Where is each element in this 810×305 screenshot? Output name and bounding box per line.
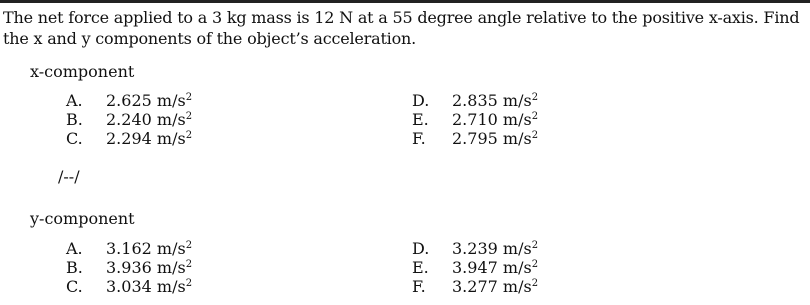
choice-value: 3.034	[106, 277, 152, 296]
choice-unit: $m/s^2$	[156, 110, 193, 129]
y-choice-b	[66, 258, 192, 277]
choice-letter: D.	[412, 239, 430, 258]
choice-unit: $m/s^2$	[502, 277, 539, 296]
y-component-label: y-component	[30, 209, 135, 228]
choice-unit: $m/s^2$	[502, 129, 539, 148]
choice-letter: B.	[66, 110, 83, 129]
choice-value: 2.710	[452, 110, 498, 129]
choice-value: 2.625	[106, 91, 152, 110]
x-choice-c	[66, 129, 192, 148]
choice-value: 3.277	[452, 277, 498, 296]
choice-unit: $m/s^2$	[156, 239, 193, 258]
y-choice-f	[412, 277, 538, 296]
choice-letter: F.	[412, 129, 426, 148]
x-choice-b	[66, 110, 192, 129]
x-choice-a	[66, 91, 192, 110]
y-choice-a	[66, 239, 192, 258]
choice-unit: $m/s^2$	[502, 110, 539, 129]
choice-value: 3.936	[106, 258, 152, 277]
choice-unit: $m/s^2$	[156, 91, 193, 110]
y-choice-d	[412, 239, 538, 258]
choice-value: 2.835	[452, 91, 498, 110]
x-component-label: x-component	[30, 62, 135, 81]
choice-unit: $m/s^2$	[156, 129, 193, 148]
choice-value: 2.294	[106, 129, 152, 148]
choice-value: 3.162	[106, 239, 152, 258]
choice-value: 2.795	[452, 129, 498, 148]
choice-letter: E.	[412, 110, 429, 129]
choice-letter: B.	[66, 258, 83, 277]
choice-unit: $m/s^2$	[156, 258, 193, 277]
y-choice-e	[412, 258, 538, 277]
x-choice-e	[412, 110, 538, 129]
separator-mark: /--/	[58, 167, 80, 186]
choice-letter: A.	[66, 91, 83, 110]
choice-letter: A.	[66, 239, 83, 258]
y-choice-c	[66, 277, 192, 296]
choice-letter: C.	[66, 129, 83, 148]
choice-unit: $m/s^2$	[502, 258, 539, 277]
choice-letter: E.	[412, 258, 429, 277]
choice-value: 3.947	[452, 258, 498, 277]
x-choice-f	[412, 129, 538, 148]
x-choice-d	[412, 91, 538, 110]
choice-unit: $m/s^2$	[502, 239, 539, 258]
choice-letter: C.	[66, 277, 83, 296]
choice-unit: $m/s^2$	[156, 277, 193, 296]
choice-unit: $m/s^2$	[502, 91, 539, 110]
choice-value: 3.239	[452, 239, 498, 258]
choice-letter: D.	[412, 91, 430, 110]
choice-value: 2.240	[106, 110, 152, 129]
choice-letter: F.	[412, 277, 426, 296]
question-text: The net force applied to a 3 kg mass is 12 N at a 55 degree angle relative to the positive x-axis. Find the x and y components of the object’s acceleration.	[3, 8, 800, 48]
top-rule	[0, 0, 810, 3]
